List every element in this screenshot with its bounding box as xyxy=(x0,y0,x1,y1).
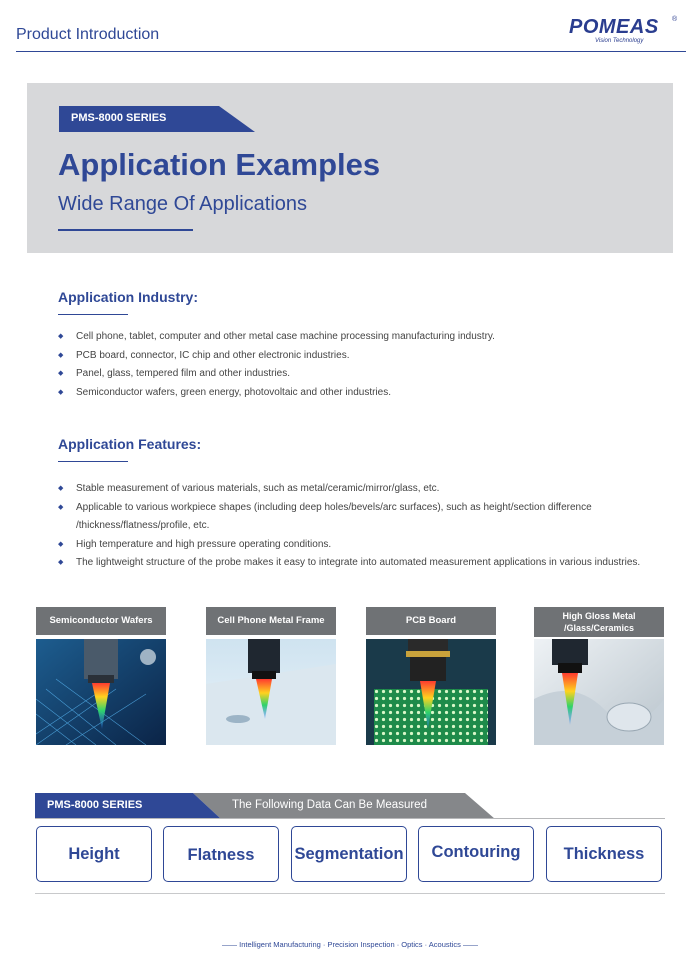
measure-flatness: Flatness xyxy=(163,826,279,882)
card-label: Semiconductor Wafers xyxy=(36,607,166,635)
footer-divider xyxy=(35,893,665,894)
list-item: ◆ Cell phone, tablet, computer and other metal case machine processing manufacturing industry. xyxy=(58,328,658,347)
industry-list xyxy=(58,328,658,402)
pomeas-logo xyxy=(569,16,681,50)
card-label: High Gloss Metal /Glass/Ceramics xyxy=(534,607,664,637)
page-section-title: Product Introduction xyxy=(16,26,160,43)
card-label: Cell Phone Metal Frame xyxy=(206,607,336,635)
list-item: ◆ Panel, glass, tempered film and other industries. xyxy=(58,365,658,384)
list-item: ◆ Semiconductor wafers, green energy, photovoltaic and other industries. xyxy=(58,384,658,403)
measurement-bar xyxy=(35,793,665,819)
industry-heading-rule xyxy=(58,314,128,315)
list-item: ◆ Applicable to various workpiece shapes (including deep holes/bevels/arc surfaces), such as height/section difference /thickness/flatness/profile, etc. xyxy=(58,499,658,536)
metal-frame-probe-photo xyxy=(206,639,336,745)
measure-contouring: Contouring xyxy=(418,826,534,882)
logo-text: POMEAS xyxy=(569,16,659,38)
registered-mark: ® xyxy=(672,16,678,23)
card-label: PCB Board xyxy=(366,607,496,635)
measure-thickness: Thickness xyxy=(546,826,662,882)
list-item: ◆ Stable measurement of various materials, such as metal/ceramic/mirror/glass, etc. xyxy=(58,480,658,499)
features-list xyxy=(58,480,658,573)
list-item: ◆ The lightweight structure of the probe makes it easy to integrate into automated measurement applications in various industries. xyxy=(58,554,658,573)
page-subtitle: Wide Range Of Applications xyxy=(58,193,308,215)
title-underline xyxy=(58,229,193,231)
pcb-probe-photo xyxy=(366,639,496,745)
footer-tagline: —— Intelligent Manufacturing · Precision Inspection · Optics · Acoustics —— xyxy=(222,940,478,949)
measurement-series-label: PMS-8000 SERIES xyxy=(47,799,143,811)
page-title: Application Examples xyxy=(58,147,381,182)
measurement-caption: The Following Data Can Be Measured xyxy=(232,799,427,811)
features-heading: Application Features: xyxy=(58,436,202,452)
list-item: ◆ High temperature and high pressure operating conditions. xyxy=(58,536,658,555)
series-tag-label: PMS-8000 SERIES xyxy=(71,112,167,124)
measurement-divider xyxy=(35,818,665,819)
wafer-probe-photo xyxy=(36,639,166,745)
logo-tagline: Vision Technology xyxy=(595,38,644,44)
list-item: ◆ PCB board, connector, IC chip and other electronic industries. xyxy=(58,347,658,366)
industry-heading: Application Industry: xyxy=(58,289,198,305)
gloss-metal-probe-photo xyxy=(534,639,664,745)
series-tag xyxy=(59,106,255,132)
measure-height: Height xyxy=(36,826,152,882)
features-heading-rule xyxy=(58,461,128,462)
header-divider xyxy=(16,51,686,52)
measure-segmentation: Segmentation xyxy=(291,826,407,882)
